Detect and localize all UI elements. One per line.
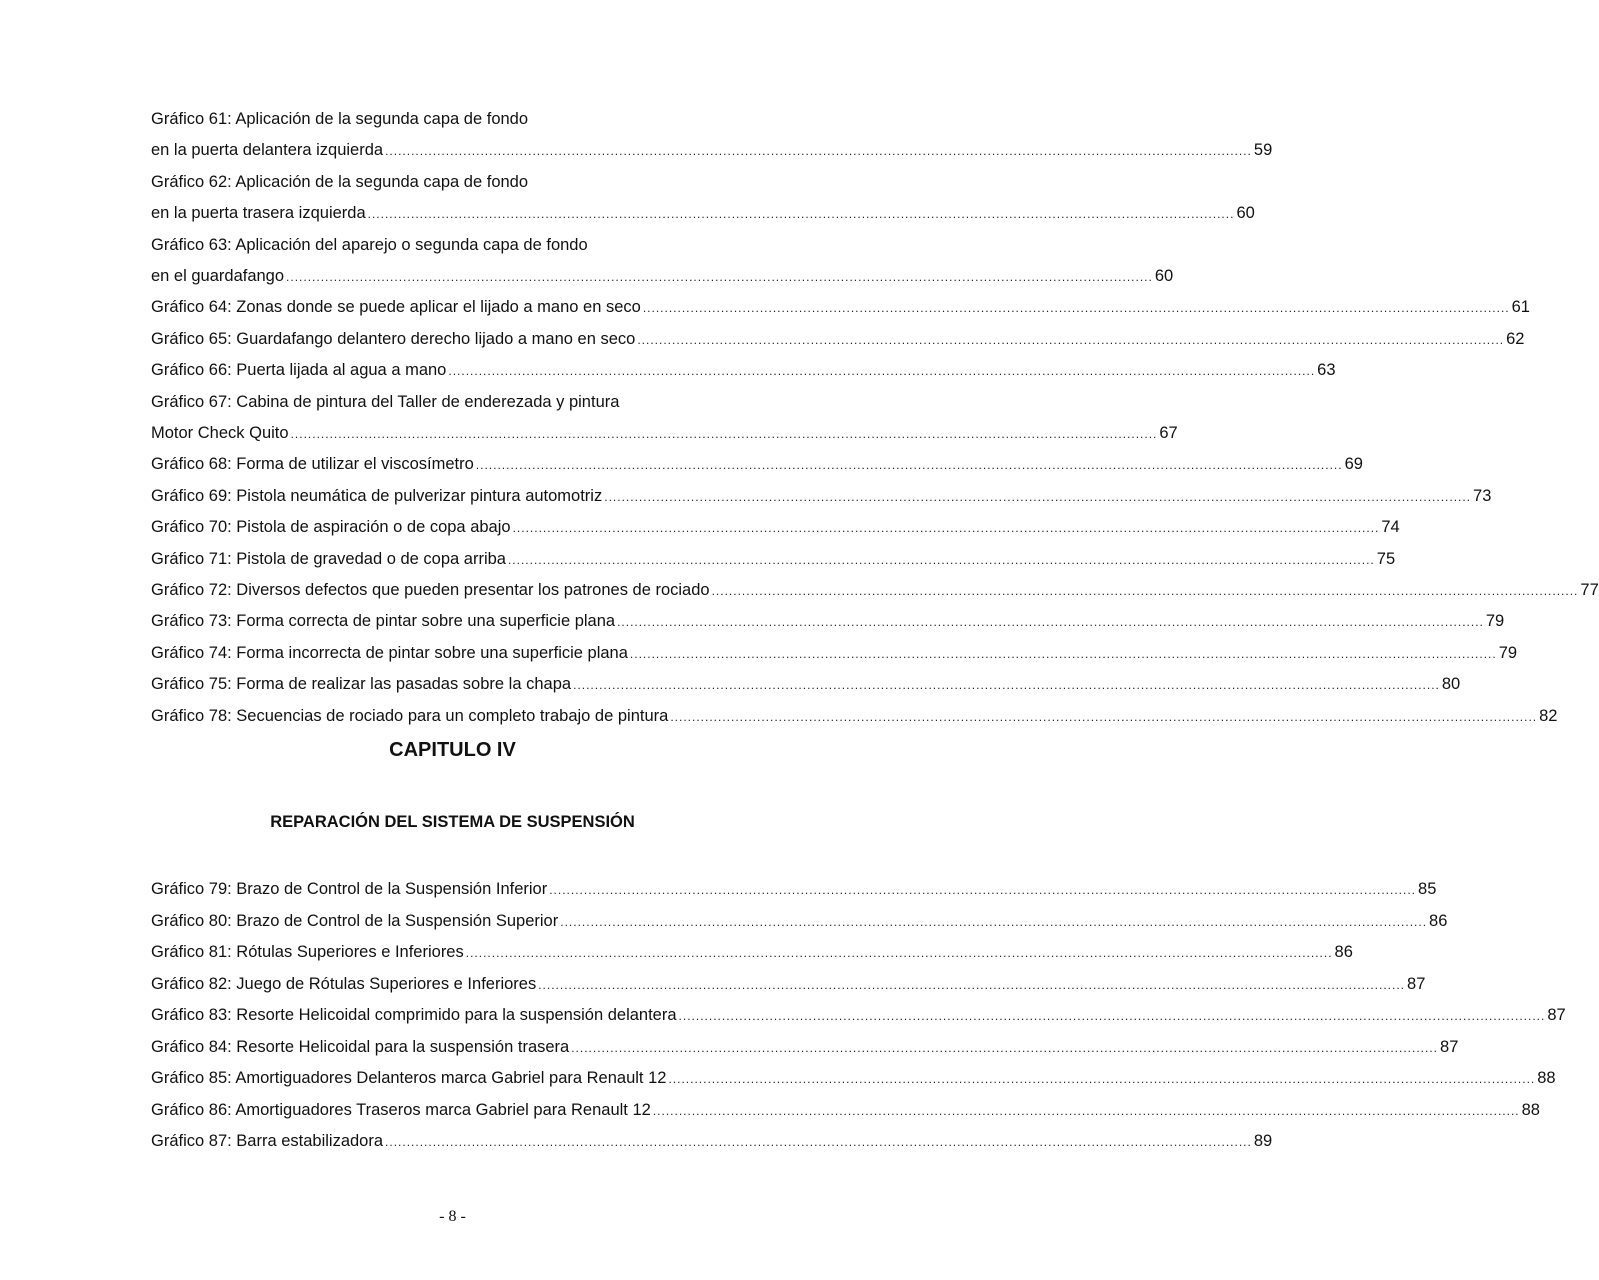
toc-entry bbox=[151, 705, 1558, 727]
toc-entry bbox=[151, 579, 1599, 601]
toc-entry-title: Gráfico 68: Forma de utilizar el viscosímetro bbox=[151, 455, 474, 474]
toc-entry-page: 63 bbox=[1317, 361, 1336, 380]
toc-entry-page: 74 bbox=[1381, 518, 1400, 537]
toc-entry bbox=[151, 642, 1518, 664]
dot-leader: ........................................................................................................................................................................................................ bbox=[507, 552, 1375, 567]
toc-entry bbox=[151, 234, 817, 256]
toc-entry bbox=[151, 453, 1363, 475]
toc-entry-page: 87 bbox=[1440, 1037, 1459, 1056]
toc-entry-page: 77 bbox=[1580, 581, 1599, 599]
toc-entry-title: Gráfico 86: Amortiguadores Traseros marca Gabriel para Renault 12 bbox=[151, 1100, 651, 1119]
toc-entry-page: 61 bbox=[1511, 298, 1530, 317]
dot-leader: ........................................................................................................................................................................................................ bbox=[642, 301, 1510, 316]
dot-leader: ........................................................................................................................................................................................................ bbox=[465, 946, 1333, 960]
toc-entry-page: 67 bbox=[1159, 424, 1178, 442]
dot-leader: ........................................................................................................................................................................................................ bbox=[668, 1072, 1536, 1086]
toc-entry bbox=[151, 108, 817, 130]
toc-entry bbox=[151, 202, 1255, 224]
toc-entry bbox=[151, 673, 1461, 695]
dot-leader: ........................................................................................................................................................................................................ bbox=[385, 1135, 1252, 1149]
dot-leader: ........................................................................................................................................................................................................ bbox=[549, 883, 1417, 897]
toc-entry-page: 88 bbox=[1521, 1100, 1540, 1119]
toc-entry-title: Gráfico 84: Resorte Helicoidal para la suspensión trasera bbox=[151, 1037, 570, 1056]
toc-entry bbox=[151, 973, 1426, 995]
toc-entry-title: Gráfico 83: Resorte Helicoidal comprimido para la suspensión delantera bbox=[151, 1006, 677, 1024]
toc-entry bbox=[151, 1099, 1540, 1121]
toc-entry bbox=[151, 1004, 1566, 1026]
toc-entry-page: 75 bbox=[1376, 549, 1396, 568]
dot-leader: ........................................................................................................................................................................................................ bbox=[367, 207, 1235, 222]
toc-entry-page: 88 bbox=[1537, 1069, 1556, 1087]
toc-entry-title: Gráfico 72: Diversos defectos que pueden presentar los patrones de rociado bbox=[151, 581, 710, 599]
dot-leader: ........................................................................................................................................................................................................ bbox=[604, 489, 1472, 504]
toc-entry-title: Gráfico 63: Aplicación del aparejo o segunda capa de fondo bbox=[151, 235, 588, 254]
toc-entry bbox=[151, 485, 1492, 507]
dot-leader: ........................................................................................................................................................................................................ bbox=[670, 709, 1538, 724]
toc-entry-title: Gráfico 70: Pistola de aspiración o de copa abajo bbox=[151, 518, 511, 537]
chapter-title: CAPITULO IV bbox=[389, 739, 516, 761]
toc-entry-title: Gráfico 74: Forma incorrecta de pintar sobre una superficie plana bbox=[151, 643, 628, 662]
toc-entry-title: Gráfico 81: Rótulas Superiores e Inferiores bbox=[151, 943, 464, 961]
dot-leader: ........................................................................................................................................................................................................ bbox=[286, 270, 1153, 284]
dot-leader: ........................................................................................................................................................................................................ bbox=[629, 646, 1497, 661]
toc-entry-title: Gráfico 66: Puerta lijada al agua a mano bbox=[151, 361, 447, 380]
dot-leader: ........................................................................................................................................................................................................ bbox=[617, 615, 1484, 630]
toc-entry-page: 79 bbox=[1498, 643, 1518, 662]
toc-entry bbox=[151, 296, 1530, 318]
toc-entry bbox=[151, 610, 1505, 632]
dot-leader: ........................................................................................................................................................................................................ bbox=[637, 332, 1505, 347]
toc-entry bbox=[151, 265, 1174, 287]
dot-leader: ........................................................................................................................................................................................................ bbox=[652, 1103, 1520, 1118]
toc-entry-page: 60 bbox=[1236, 204, 1255, 223]
toc-entry-page: 85 bbox=[1418, 880, 1437, 898]
toc-entry-page: 73 bbox=[1473, 486, 1492, 505]
dot-leader: ........................................................................................................................................................................................................ bbox=[678, 1009, 1546, 1023]
dot-leader: ........................................................................................................................................................................................................ bbox=[711, 584, 1579, 598]
toc-entry-title: Gráfico 82: Juego de Rótulas Superiores e Inferiores bbox=[151, 974, 537, 993]
toc-entry-title: Gráfico 79: Brazo de Control de la Suspensión Inferior bbox=[151, 880, 548, 898]
dot-leader: ........................................................................................................................................................................................................ bbox=[512, 521, 1380, 536]
toc-entry-page: 59 bbox=[1253, 141, 1273, 160]
toc-entry-title: Gráfico 85: Amortiguadores Delanteros marca Gabriel para Renault 12 bbox=[151, 1069, 667, 1087]
toc-entry-title: Gráfico 71: Pistola de gravedad o de copa arriba bbox=[151, 549, 506, 568]
toc-entry-page: 79 bbox=[1485, 612, 1505, 631]
toc-entry-page: 89 bbox=[1253, 1132, 1273, 1150]
toc-entry-title: Gráfico 62: Aplicación de la segunda capa de fondo bbox=[151, 172, 529, 191]
toc-entry-page: 62 bbox=[1506, 329, 1525, 348]
toc-entry-title: Gráfico 73: Forma correcta de pintar sobre una superficie plana bbox=[151, 612, 616, 631]
toc-entry-title: Gráfico 75: Forma de realizar las pasadas sobre la chapa bbox=[151, 675, 572, 694]
toc-entry-title: Gráfico 65: Guardafango delantero derecho lijado a mano en seco bbox=[151, 329, 636, 348]
toc-entry bbox=[151, 878, 1437, 900]
toc-entry bbox=[151, 548, 1396, 570]
toc-entry bbox=[151, 422, 1178, 444]
toc-entry-title: en la puerta trasera izquierda bbox=[151, 204, 366, 223]
toc-entry-page: 87 bbox=[1407, 974, 1426, 993]
toc-entry bbox=[151, 171, 817, 193]
toc-entry-title: en el guardafango bbox=[151, 267, 285, 285]
toc-entry bbox=[151, 1067, 1556, 1089]
toc-entry bbox=[151, 328, 1525, 350]
toc-entry-title: Gráfico 78: Secuencias de rociado para un completo trabajo de pintura bbox=[151, 706, 669, 725]
toc-entry-page: 86 bbox=[1334, 943, 1353, 961]
toc-entry bbox=[151, 1130, 1273, 1152]
dot-leader: ........................................................................................................................................................................................................ bbox=[573, 678, 1440, 693]
toc-entry-title: Motor Check Quito bbox=[151, 424, 289, 442]
dot-leader: ........................................................................................................................................................................................................ bbox=[538, 977, 1406, 992]
toc-entry bbox=[151, 359, 1336, 381]
chapter-subtitle: REPARACIÓN DEL SISTEMA DE SUSPENSIÓN bbox=[270, 813, 635, 831]
toc-entry bbox=[151, 139, 1273, 161]
toc-entry bbox=[151, 516, 1400, 538]
toc-entry-title: Gráfico 87: Barra estabilizadora bbox=[151, 1132, 384, 1150]
toc-entry bbox=[151, 910, 1448, 932]
dot-leader: ........................................................................................................................................................................................................ bbox=[560, 914, 1428, 929]
dot-leader: ........................................................................................................................................................................................................ bbox=[571, 1040, 1439, 1055]
toc-entry-page: 60 bbox=[1154, 267, 1174, 285]
toc-entry-title: Gráfico 67: Cabina de pintura del Taller de enderezada y pintura bbox=[151, 392, 620, 411]
page-number: - 8 - bbox=[439, 1208, 466, 1225]
toc-entry bbox=[151, 391, 817, 413]
toc-entry-page: 87 bbox=[1547, 1006, 1566, 1024]
toc-entry-title: Gráfico 61: Aplicación de la segunda capa de fondo bbox=[151, 110, 529, 128]
toc-entry bbox=[151, 1036, 1459, 1058]
toc-entry-page: 69 bbox=[1344, 455, 1363, 474]
toc-entry bbox=[151, 941, 1353, 963]
dot-leader: ........................................................................................................................................................................................................ bbox=[448, 364, 1316, 379]
toc-entry-title: en la puerta delantera izquierda bbox=[151, 141, 384, 160]
toc-entry-title: Gráfico 69: Pistola neumática de pulverizar pintura automotriz bbox=[151, 486, 603, 505]
dot-leader: ........................................................................................................................................................................................................ bbox=[385, 144, 1252, 159]
dot-leader: ........................................................................................................................................................................................................ bbox=[475, 458, 1343, 473]
toc-entry-page: 86 bbox=[1429, 911, 1448, 930]
dot-leader: ........................................................................................................................................................................................................ bbox=[290, 427, 1158, 441]
toc-entry-title: Gráfico 80: Brazo de Control de la Suspensión Superior bbox=[151, 911, 559, 930]
toc-entry-page: 80 bbox=[1441, 675, 1461, 694]
toc-entry-page: 82 bbox=[1539, 706, 1558, 725]
toc-entry-title: Gráfico 64: Zonas donde se puede aplicar el lijado a mano en seco bbox=[151, 298, 641, 317]
